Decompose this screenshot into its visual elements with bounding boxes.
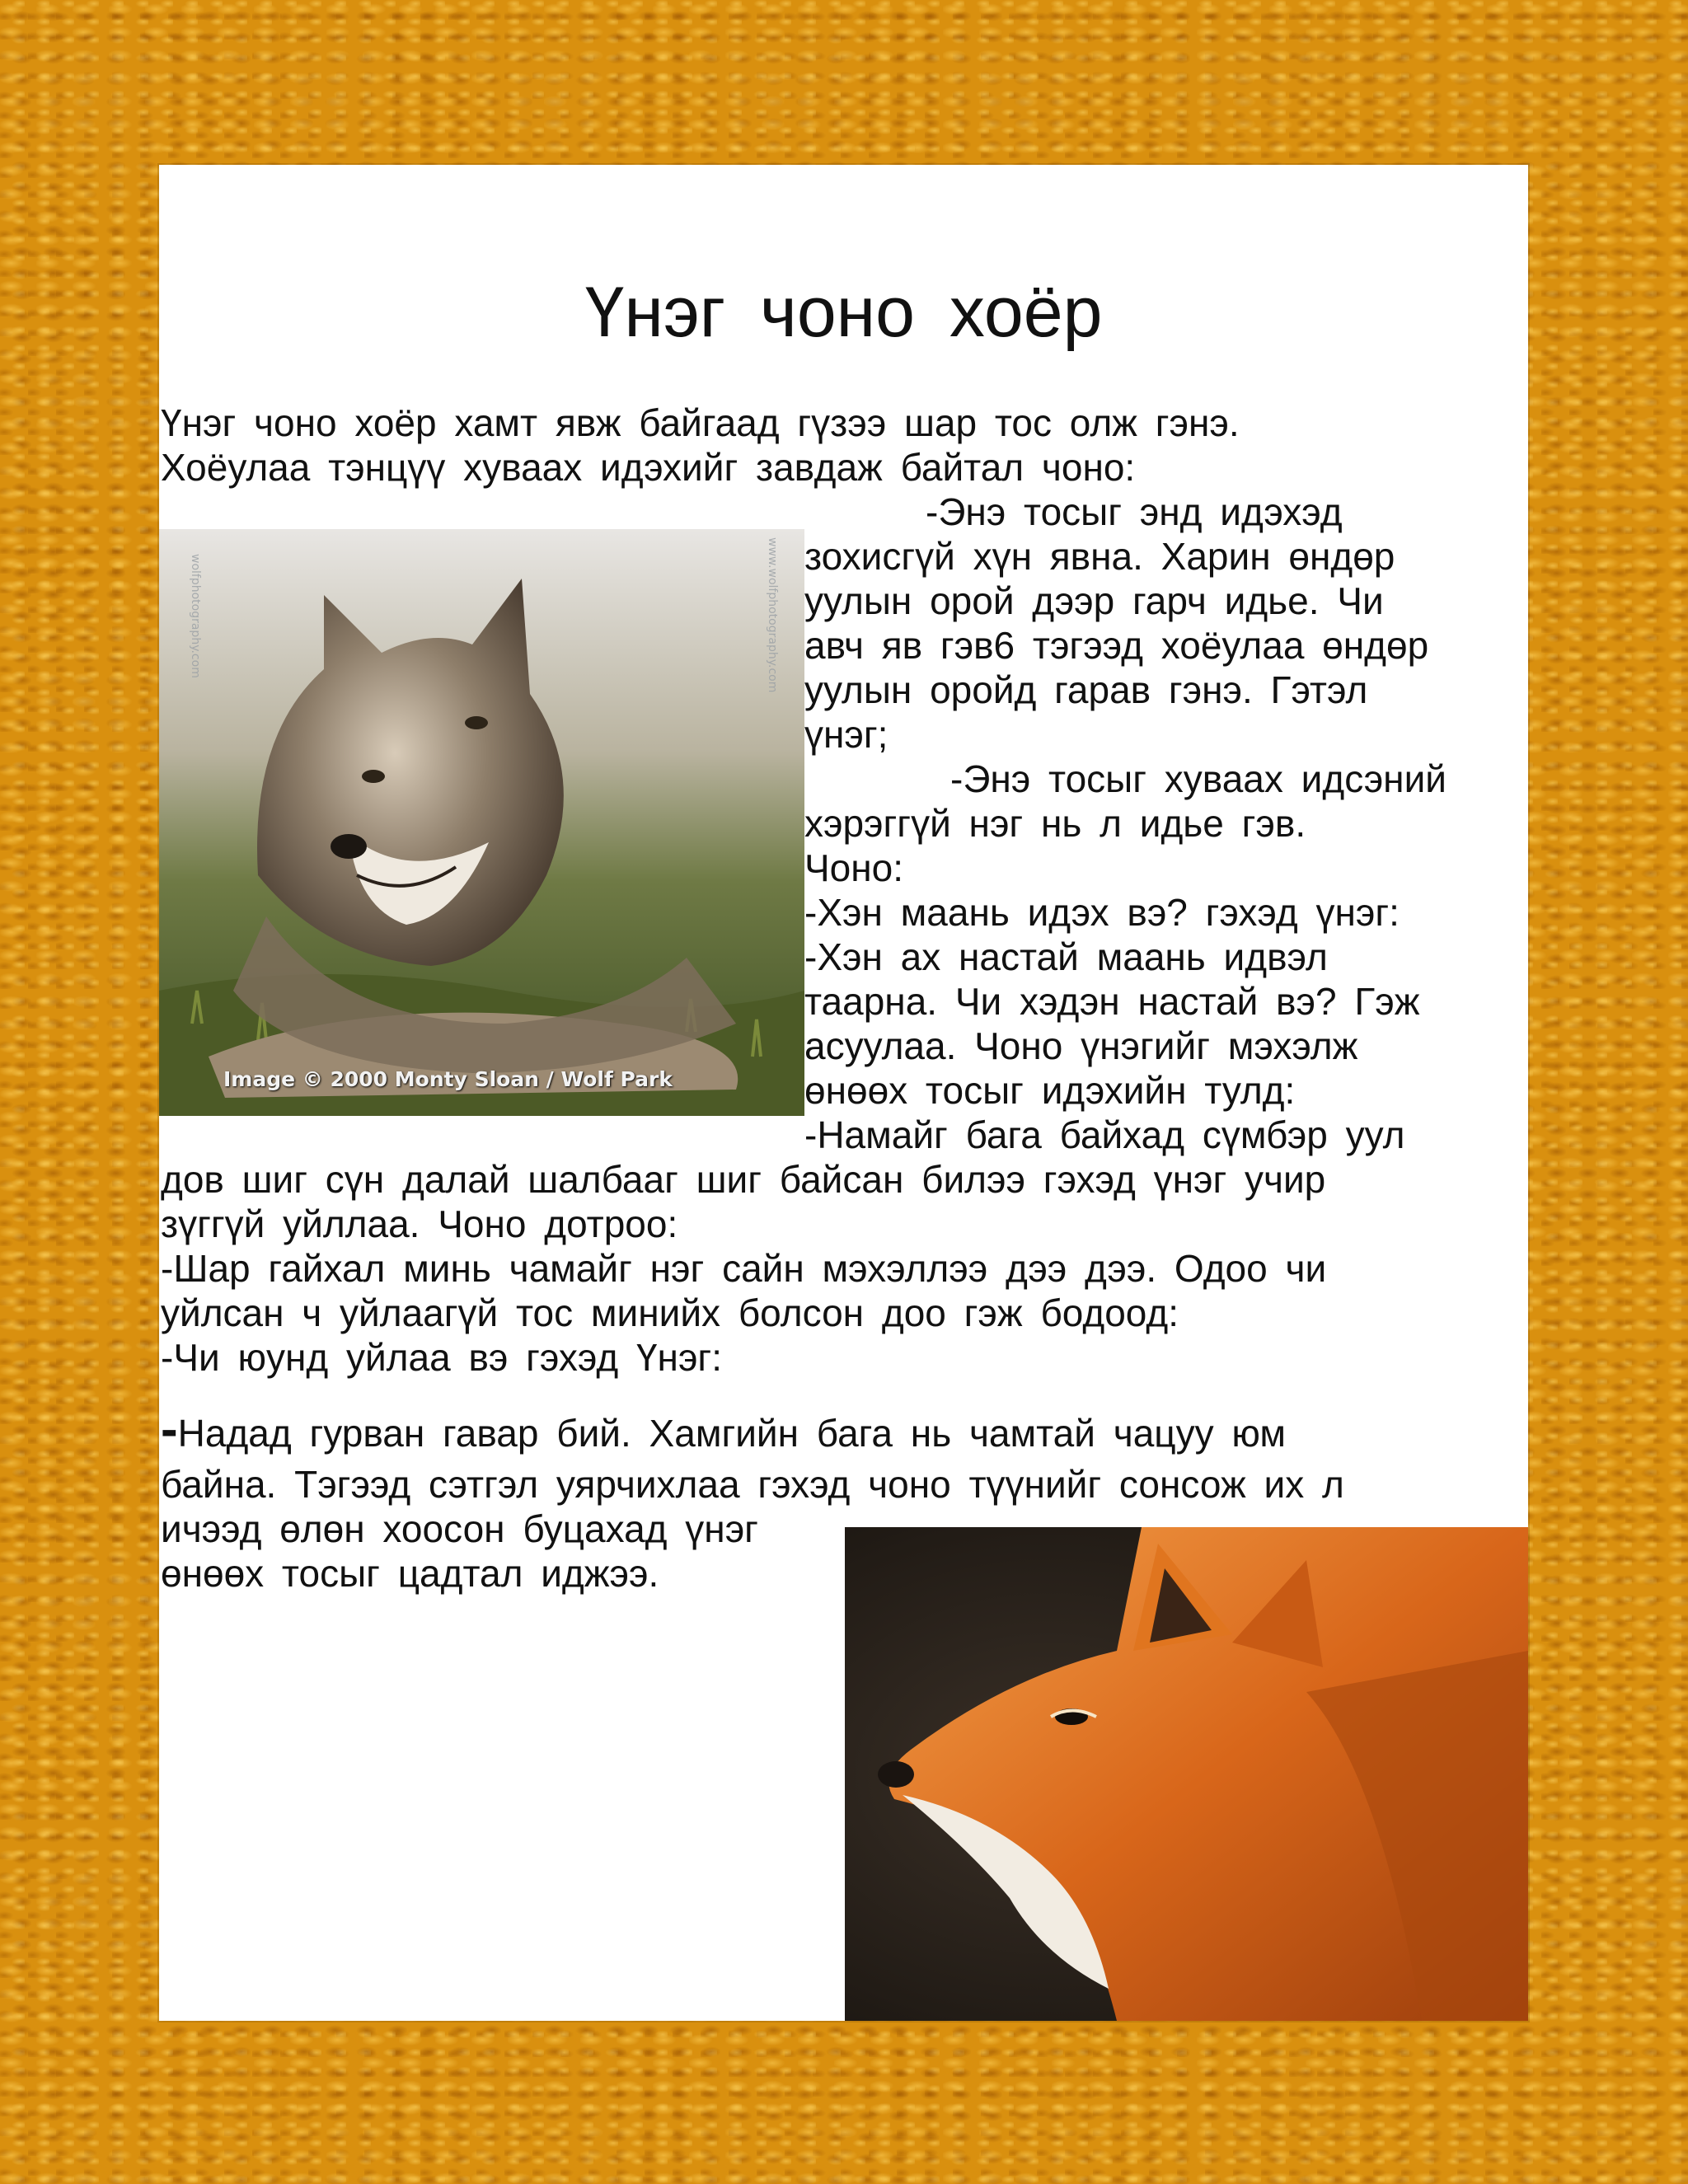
story-line: -Энэ тосыг хуваах идсэний bbox=[950, 757, 1447, 800]
dialogue-dash: - bbox=[161, 1401, 178, 1458]
story-line: -Хэн маань идэх вэ? гэхэд үнэг: bbox=[804, 891, 1400, 934]
story-line: зохисгүй хүн явна. Харин өндөр bbox=[804, 535, 1395, 578]
story-line: уулын орой дээр гарч идье. Чи bbox=[804, 579, 1384, 622]
story-line: -Намайг бага байхад сүмбэр уул bbox=[804, 1113, 1405, 1156]
photo-credit-caption: Image © 2000 Monty Sloan / Wolf Park bbox=[223, 1067, 673, 1091]
story-line: -Энэ тосыг энд идэхэд bbox=[926, 490, 1343, 533]
wolf-photo bbox=[159, 529, 804, 1116]
story-line: Үнэг чоно хоёр хамт явж байгаад гүзээ шар тос олж гэнэ. bbox=[161, 401, 1240, 444]
story-line: -Шар гайхал минь чамайг нэг сайн мэхэллээ дээ дээ. Одоо чи bbox=[161, 1247, 1327, 1290]
story-line: зүггүй уйллаа. Чоно дотроо: bbox=[161, 1202, 678, 1245]
story-line: өнөөх тосыг цадтал иджээ. bbox=[161, 1552, 659, 1595]
story-line: үнэг; bbox=[804, 713, 889, 756]
story-page bbox=[159, 165, 1528, 2021]
story-title: Үнэг чоно хоёр bbox=[584, 273, 1103, 352]
story-line: Чоно: bbox=[804, 846, 904, 889]
svg-text:www.wolfphotography.com: www.wolfphotography.com bbox=[766, 537, 779, 693]
story-line: өнөөх тосыг идэхийн тулд: bbox=[804, 1069, 1296, 1112]
story-line-text: Надад гурван гавар бий. Хамгийн бага нь чамтай чацуу юм bbox=[177, 1412, 1287, 1455]
story-line: дов шиг сүн далай шалбааг шиг байсан билээ гэхэд үнэг учир bbox=[161, 1158, 1326, 1201]
story-line: авч яв гэв6 тэгээд хоёулаа өндөр bbox=[804, 624, 1429, 667]
story-line: ичээд өлөн хоосон буцахад үнэг bbox=[161, 1507, 758, 1550]
fox-photo bbox=[845, 1527, 1528, 2021]
fox-illustration bbox=[845, 1527, 1528, 2021]
story-line: уйлсан ч уйлаагүй тос минийх болсон доо гэж бодоод: bbox=[161, 1291, 1179, 1334]
story-line: асуулаа. Чоно үнэгийг мэхэлж bbox=[804, 1024, 1358, 1067]
story-line: таарна. Чи хэдэн настай вэ? Гэж bbox=[804, 980, 1420, 1023]
story-line: -Чи юунд уйлаа вэ гэхэд Үнэг: bbox=[161, 1336, 722, 1379]
story-line: байна. Тэгээд сэтгэл уярчихлаа гэхэд чоно түүнийг сонсож их л bbox=[161, 1463, 1344, 1506]
wolf-illustration bbox=[159, 529, 804, 1116]
story-line: уулын оройд гарав гэнэ. Гэтэл bbox=[804, 668, 1368, 711]
svg-text:wolfphotography.com: wolfphotography.com bbox=[189, 554, 202, 678]
story-line: Хоёулаа тэнцүү хуваах идэхийг завдаж байтал чоно: bbox=[161, 446, 1136, 489]
story-line: -Хэн ах настай маань идвэл bbox=[804, 935, 1328, 978]
story-line bbox=[161, 1401, 1287, 1458]
story-line: хэрэггүй нэг нь л идье гэв. bbox=[804, 802, 1306, 845]
